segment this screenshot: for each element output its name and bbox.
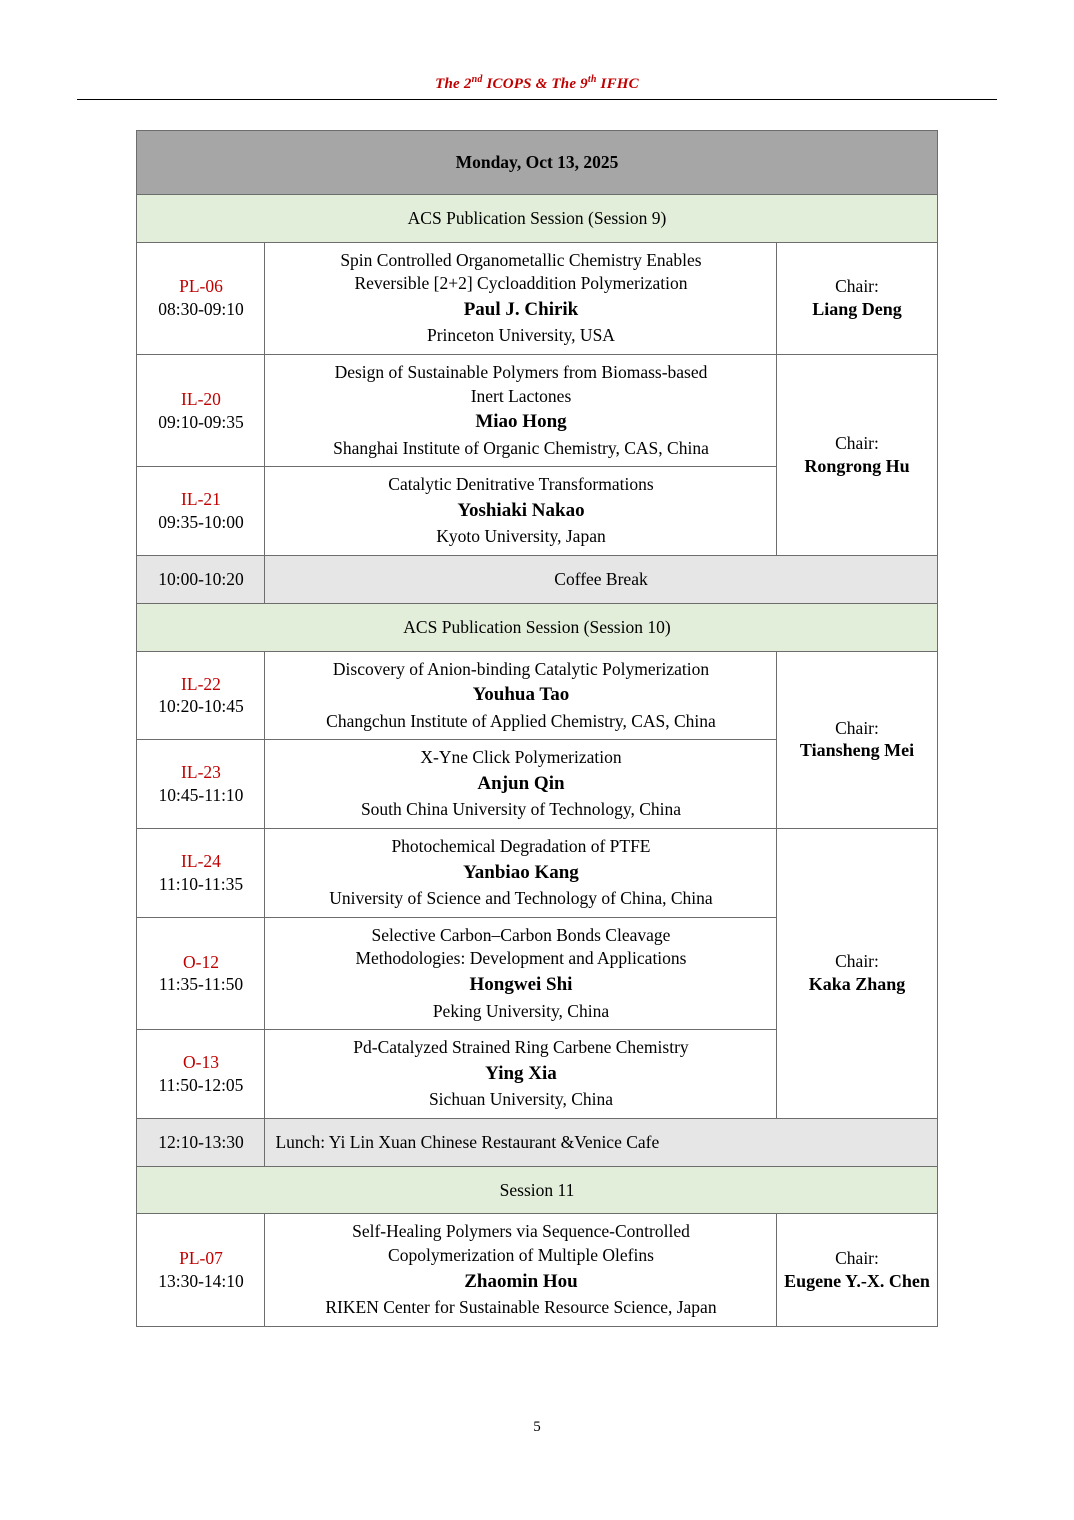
talk-detail-cell: [265, 242, 777, 354]
talk-title-line: Pd-Catalyzed Strained Ring Carbene Chemistry: [353, 1037, 689, 1058]
talk-affiliation: Princeton University, USA: [427, 325, 615, 346]
talk-time: 10:45-11:10: [158, 785, 244, 806]
talk-code: IL-24: [181, 851, 221, 872]
page-header: [80, 74, 994, 99]
table-row: [137, 1214, 937, 1326]
table-row: [137, 242, 937, 354]
table-row-day-header: [137, 131, 937, 195]
talk-title-line: Spin Controlled Organometallic Chemistry Enables: [340, 249, 702, 270]
chair-name: Rongrong Hu: [804, 455, 910, 476]
lunch-time: 12:10-13:30: [137, 1118, 265, 1166]
header-text-post: IFHC: [596, 76, 639, 92]
table-row: [137, 829, 937, 918]
session-header-label: ACS Publication Session (Session 10): [137, 603, 937, 651]
chair-name: Tiansheng Mei: [799, 740, 915, 761]
talk-title-line: Self-Healing Polymers via Sequence-Controlled: [352, 1221, 690, 1242]
break-time: 10:00-10:20: [137, 556, 265, 604]
talk-title-line: Reversible [2+2] Cycloaddition Polymerization: [354, 273, 688, 294]
talk-speaker: Paul J. Chirik: [463, 298, 579, 320]
chair-label: Chair:: [835, 951, 879, 972]
talk-code: IL-23: [181, 762, 221, 783]
chair-name: Kaka Zhang: [808, 974, 906, 995]
header-sup-9th: th: [587, 74, 597, 85]
talk-code: IL-20: [181, 388, 221, 409]
table-row-session-header: [137, 603, 937, 651]
header-text-pre: The 2: [435, 76, 472, 92]
chair-label: Chair:: [835, 1247, 879, 1268]
chair-cell: [777, 242, 937, 354]
session-header-label: ACS Publication Session (Session 9): [137, 194, 937, 242]
talk-time: 08:30-09:10: [158, 299, 244, 320]
talk-code-cell: [137, 1214, 265, 1326]
day-title: Monday, Oct 13, 2025: [137, 131, 937, 195]
table-row-break: [137, 556, 937, 604]
table-row-lunch: [137, 1118, 937, 1166]
chair-cell: [777, 354, 937, 555]
talk-time: 11:50-12:05: [158, 1075, 244, 1095]
schedule-table: [136, 130, 937, 1327]
talk-code-cell: [137, 917, 265, 1029]
break-label: Coffee Break: [265, 556, 937, 604]
table-row-session-header: [137, 1166, 937, 1214]
table-row: [137, 354, 937, 466]
talk-affiliation: Kyoto University, Japan: [436, 526, 606, 547]
talk-title-line: X-Yne Click Polymerization: [420, 747, 622, 768]
talk-affiliation: Peking University, China: [432, 1000, 610, 1021]
chair-name: Liang Deng: [812, 298, 902, 319]
talk-speaker: Yanbiao Kang: [463, 861, 579, 883]
talk-code-cell: [137, 829, 265, 918]
talk-code: IL-22: [181, 673, 221, 694]
talk-title-line: Photochemical Degradation of PTFE: [391, 836, 651, 856]
talk-affiliation: South China University of Technology, China: [360, 799, 682, 820]
talk-speaker: Hongwei Shi: [469, 974, 573, 995]
talk-code-cell: [137, 242, 265, 354]
talk-code: O-12: [183, 951, 219, 972]
talk-detail-cell: [265, 651, 777, 740]
talk-speaker: Miao Hong: [475, 411, 567, 433]
talk-detail-cell: [265, 917, 777, 1029]
talk-title-line: Discovery of Anion-binding Catalytic Polymerization: [332, 658, 710, 679]
talk-title-line: Copolymerization of Multiple Olefins: [388, 1245, 654, 1265]
talk-detail-cell: [265, 467, 777, 556]
talk-speaker: Yoshiaki Nakao: [457, 499, 585, 521]
talk-title-line: Inert Lactones: [470, 385, 572, 406]
chair-cell: [777, 829, 937, 1119]
talk-code-cell: [137, 651, 265, 740]
talk-code-cell: [137, 467, 265, 556]
talk-speaker: Anjun Qin: [477, 772, 565, 794]
talk-code-cell: [137, 740, 265, 829]
talk-code: IL-21: [181, 489, 221, 510]
talk-title-line: Methodologies: Development and Applications: [355, 948, 687, 969]
chair-cell: [777, 651, 937, 829]
talk-affiliation: Sichuan University, China: [428, 1089, 614, 1110]
table-row-session-header: [137, 194, 937, 242]
chair-cell: [777, 1214, 937, 1326]
talk-time: 10:20-10:45: [158, 696, 244, 717]
talk-code: O-13: [183, 1052, 219, 1073]
header-text-mid: ICOPS & The 9: [482, 76, 588, 92]
chair-label: Chair:: [835, 432, 879, 453]
talk-time: 11:10-11:35: [158, 873, 244, 894]
talk-detail-cell: [265, 354, 777, 466]
talk-speaker: Ying Xia: [485, 1062, 557, 1084]
talk-affiliation: Shanghai Institute of Organic Chemistry, CAS, China: [333, 437, 709, 458]
talk-speaker: Youhua Tao: [472, 684, 570, 706]
talk-code-cell: [137, 354, 265, 466]
talk-speaker: Zhaomin Hou: [464, 1270, 578, 1292]
talk-code-cell: [137, 1030, 265, 1119]
page-number: 5: [533, 1419, 541, 1435]
chair-name: Eugene Y.-X. Chen: [784, 1270, 930, 1291]
talk-title-line: Catalytic Denitrative Transformations: [388, 474, 654, 495]
table-row: [137, 651, 937, 740]
talk-code: PL-06: [179, 276, 223, 297]
talk-detail-cell: [265, 740, 777, 829]
talk-affiliation: RIKEN Center for Sustainable Resource Science, Japan: [325, 1297, 717, 1318]
chair-label: Chair:: [835, 717, 879, 738]
session-header-label: Session 11: [137, 1166, 937, 1214]
header-sup-2nd: nd: [471, 74, 483, 85]
talk-affiliation: Changchun Institute of Applied Chemistry, CAS, China: [326, 710, 716, 731]
header-divider: [77, 99, 997, 100]
talk-title-line: Design of Sustainable Polymers from Biomass-based: [334, 361, 708, 382]
talk-time: 09:35-10:00: [158, 512, 244, 533]
lunch-label: Lunch: Yi Lin Xuan Chinese Restaurant &Venice Cafe: [265, 1118, 937, 1166]
talk-time: 11:35-11:50: [158, 974, 244, 995]
talk-time: 09:10-09:35: [158, 411, 244, 432]
talk-code: PL-07: [179, 1248, 223, 1269]
talk-detail-cell: [265, 1030, 777, 1119]
talk-title-line: Selective Carbon–Carbon Bonds Cleavage: [371, 924, 671, 945]
talk-affiliation: University of Science and Technology of China, China: [329, 888, 713, 909]
talk-time: 13:30-14:10: [158, 1271, 244, 1292]
talk-detail-cell: [265, 1214, 777, 1326]
talk-detail-cell: [265, 829, 777, 918]
chair-label: Chair:: [835, 276, 879, 297]
